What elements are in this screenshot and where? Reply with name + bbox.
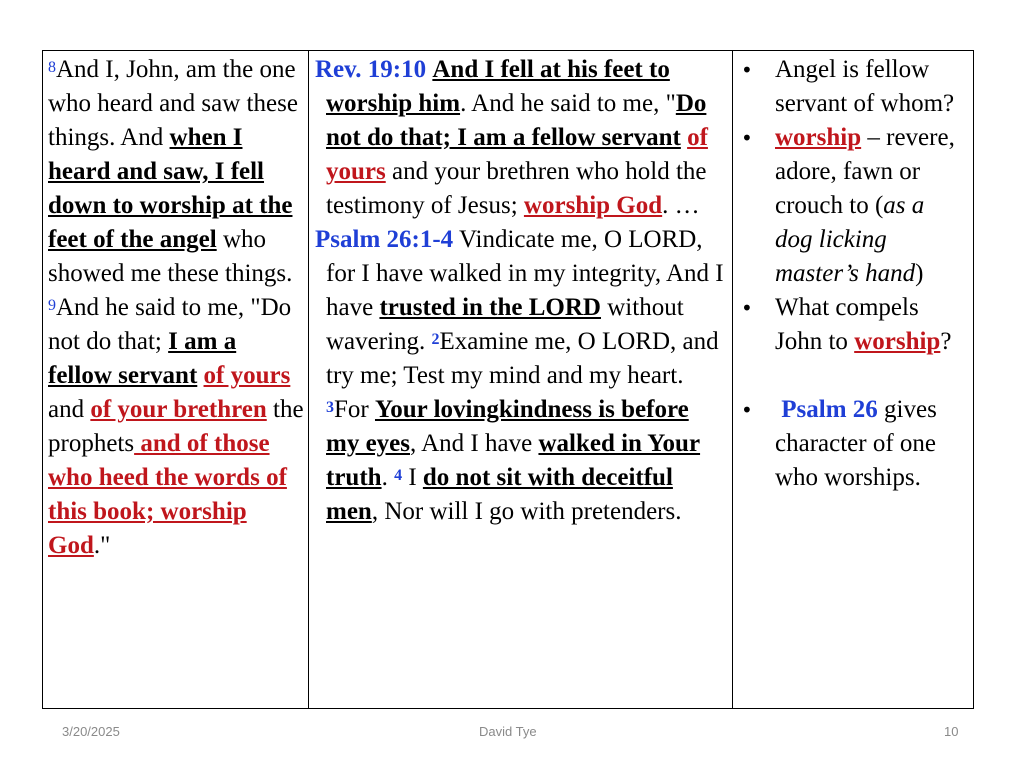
emphasis-underlined: Do not do that; I am a fellow servant (326, 90, 707, 151)
emphasis-underlined: walked in Your truth (326, 430, 701, 491)
emphasis-underlined: trusted in the LORD (379, 294, 601, 321)
text: , Nor will I go with pretenders. (371, 498, 682, 525)
text: . (381, 464, 395, 491)
note-text: What compels John to (775, 294, 919, 355)
note-text: gives character of one who worships. (775, 396, 937, 491)
text: and your brethren who hold the testimony of Jesus; (326, 158, 707, 219)
emphasis-underlined: when I heard and saw, I fell down to worship at the feet of the angel (48, 124, 293, 253)
verse-number-4: 4 (394, 467, 403, 484)
text: Vindicate me, O LORD, for I have walked in my integrity, And I have (326, 226, 724, 321)
content-table (42, 50, 974, 709)
text: . And he said to me, " (460, 90, 676, 117)
emphasis-red: of your brethren (90, 396, 267, 423)
emphasis-red: of yours (326, 124, 708, 185)
footer-author: David Tye (479, 724, 537, 739)
text: , And I have (410, 430, 539, 457)
text: I (402, 464, 423, 491)
emphasis-red: worship God (523, 192, 663, 219)
emphasis-red: of yours (203, 362, 291, 389)
text: who showed me these things. (48, 226, 293, 287)
note-italic: as a dog licking master’s hand (775, 192, 925, 287)
rev-19-10-paragraph (315, 53, 728, 223)
emphasis-underlined: do not sit with deceitful men (326, 464, 673, 525)
text: ." (93, 532, 111, 559)
note-text: ? (940, 328, 952, 355)
verse-number-8: 8 (48, 59, 56, 76)
emphasis-red: and of those who heed the words of this book; worship God (48, 430, 287, 559)
note-text: ) (915, 260, 924, 287)
text: the prophets (48, 396, 304, 457)
text: And I, John, am the one who heard and saw these things. And (48, 56, 298, 151)
note-item (733, 53, 967, 121)
reference-psalm: Psalm 26:1-4 (315, 226, 454, 253)
footer-page-number: 10 (944, 724, 959, 739)
emphasis-red: worship (854, 328, 941, 355)
text: without wavering. (326, 294, 684, 355)
reference-rev: Rev. 19:10 (315, 56, 427, 83)
note-item (733, 121, 967, 291)
cross-reference-column (309, 51, 733, 708)
text: And he said to me, "Do not do that; (48, 294, 292, 355)
note-text: – revere, adore, fawn or crouch to ( (775, 124, 955, 219)
text: Examine me, O LORD, and try me; Test my mind and my heart. (326, 328, 719, 389)
emphasis-red: worship (775, 124, 862, 151)
scripture-column (43, 51, 309, 708)
emphasis-underlined: Your lovingkindness is before my eyes (326, 396, 689, 457)
verse-number-3: 3 (326, 399, 334, 416)
note-item (733, 291, 967, 359)
notes-column (733, 51, 973, 708)
footer-date: 3/20/2025 (62, 724, 120, 739)
psalm-26-paragraph (315, 223, 728, 529)
emphasis-underlined: I am a fellow servant (48, 328, 237, 389)
reference-psalm: Psalm 26 (781, 396, 878, 423)
note-text: Angel is fellow servant of whom? (775, 56, 955, 117)
text: For (334, 396, 375, 423)
text: . … (662, 192, 700, 219)
text: and (48, 396, 91, 423)
note-item (733, 393, 967, 495)
notes-list (733, 53, 967, 495)
emphasis-underlined: And I fell at his feet to worship him (326, 56, 670, 117)
verse-number-9: 9 (48, 297, 56, 314)
verse-number-2: 2 (431, 331, 440, 348)
